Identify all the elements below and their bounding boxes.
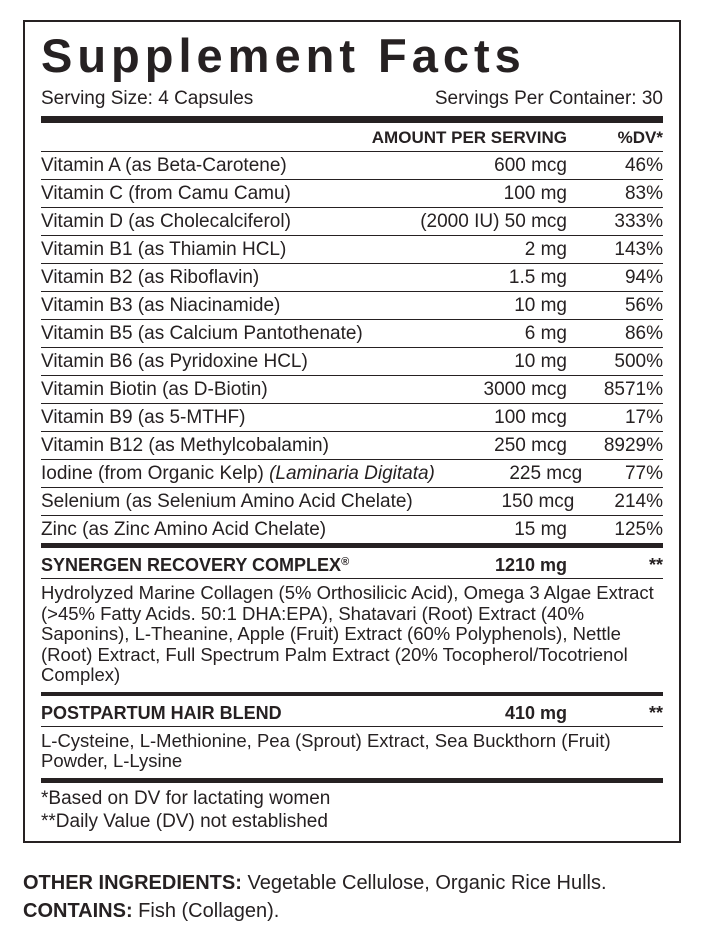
additional-info	[23, 869, 681, 925]
nutrient-name-latin: (Laminaria Digitata)	[269, 462, 435, 484]
nutrient-name	[41, 296, 392, 316]
nutrient-amount: 6 mg	[524, 322, 567, 344]
nutrient-row	[41, 376, 663, 404]
column-header-dv: %DV*	[617, 128, 663, 147]
nutrient-name	[41, 520, 392, 540]
nutrient-dv: 94%	[624, 266, 663, 288]
nutrient-name	[41, 352, 392, 372]
panel-title: Supplement Facts	[41, 29, 526, 82]
nutrient-dv: 143%	[614, 238, 663, 260]
nutrient-name-text: Vitamin D (as Cholecalciferol)	[41, 210, 291, 232]
nutrient-amount: 3000 mcg	[483, 378, 567, 400]
nutrient-dv: 125%	[614, 518, 663, 540]
blend-dv: **	[648, 702, 663, 723]
nutrient-name-text: Zinc (as Zinc Amino Acid Chelate)	[41, 518, 327, 540]
nutrient-name	[41, 268, 392, 288]
column-header-amount: AMOUNT PER SERVING	[371, 128, 567, 147]
nutrient-row	[41, 236, 663, 264]
nutrient-amount: 15 mg	[514, 518, 567, 540]
nutrient-amount: 1.5 mg	[508, 266, 567, 288]
nutrient-amount: 225 mcg	[509, 462, 583, 484]
nutrient-table	[41, 152, 663, 543]
blend-name-text: POSTPARTUM HAIR BLEND	[41, 702, 282, 723]
blend-name-text: SYNERGEN RECOVERY COMPLEX	[41, 555, 342, 575]
nutrient-name-text: Vitamin B12 (as Methylcobalamin)	[41, 434, 329, 456]
nutrient-dv: 333%	[614, 210, 663, 232]
blend-name	[41, 700, 392, 723]
nutrient-name-text: Selenium (as Selenium Amino Acid Chelate)	[41, 490, 413, 512]
nutrient-name	[41, 212, 392, 232]
serving-size: Serving Size: 4 Capsules	[41, 88, 254, 109]
nutrient-name-text: Vitamin B5 (as Calcium Pantothenate)	[41, 322, 363, 344]
nutrient-amount: 250 mcg	[494, 434, 567, 456]
nutrient-amount: 10 mg	[514, 294, 567, 316]
nutrient-row	[41, 152, 663, 180]
nutrient-amount: 600 mcg	[494, 154, 567, 176]
nutrient-name	[41, 184, 392, 204]
contains-value: Fish (Collagen).	[132, 899, 280, 922]
nutrient-amount: 10 mg	[514, 350, 567, 372]
nutrient-row	[41, 432, 663, 460]
nutrient-name	[41, 464, 435, 484]
nutrient-dv: 77%	[624, 462, 663, 484]
nutrient-dv: 46%	[624, 154, 663, 176]
nutrient-name-text: Vitamin C (from Camu Camu)	[41, 182, 291, 204]
nutrient-name-text: Vitamin B6 (as Pyridoxine HCL)	[41, 350, 308, 372]
other-ingredients-value: Vegetable Cellulose, Organic Rice Hulls.	[241, 871, 607, 894]
nutrient-name-text: Vitamin B1 (as Thiamin HCL)	[41, 238, 287, 260]
nutrient-name	[41, 380, 392, 400]
blend-description-synergen: Hydrolyzed Marine Collagen (5% Orthosilicic Acid), Omega 3 Algae Extract (>45% Fatty Acids. 50:1 DHA:EPA), Shatavari (Root) Extract (40% Saponins), L-Theanine, Apple (Fruit) Extract (60% Polyphenols), Nettle (Root) Extract, Full Spectrum Palm Extract (20% Tocopherol/Tocotrienol Complex)	[41, 582, 654, 685]
nutrient-dv: 83%	[624, 182, 663, 204]
nutrient-row	[41, 404, 663, 432]
nutrient-dv: 56%	[624, 294, 663, 316]
supplement-facts-panel	[23, 20, 681, 843]
nutrient-amount: 100 mg	[503, 182, 567, 204]
footnote-dv-not-established: **Daily Value (DV) not established	[41, 810, 328, 832]
nutrient-name-text: Vitamin A (as Beta-Carotene)	[41, 154, 287, 176]
nutrient-dv: 500%	[614, 350, 663, 372]
nutrient-dv: 86%	[624, 322, 663, 344]
blend-dv: **	[648, 555, 663, 575]
nutrient-name	[41, 156, 392, 176]
nutrient-row	[41, 488, 663, 516]
other-ingredients-line	[23, 869, 681, 897]
nutrient-row	[41, 264, 663, 292]
other-ingredients-label: OTHER INGREDIENTS:	[23, 871, 242, 894]
nutrient-dv: 17%	[624, 406, 663, 428]
blend-amount: 410 mg	[504, 702, 567, 723]
nutrient-amount: 2 mg	[524, 238, 567, 260]
nutrient-row	[41, 460, 663, 488]
nutrient-name-text: Vitamin Biotin (as D-Biotin)	[41, 378, 268, 400]
nutrient-name	[41, 492, 413, 512]
blend-description-postpartum: L-Cysteine, L-Methionine, Pea (Sprout) Extract, Sea Buckthorn (Fruit) Powder, L-Lysine	[41, 729, 611, 771]
nutrient-name-text: Vitamin B9 (as 5-MTHF)	[41, 406, 246, 428]
nutrient-row	[41, 348, 663, 376]
nutrient-dv: 8571%	[603, 378, 663, 400]
blend-header-postpartum	[41, 696, 663, 727]
nutrient-name	[41, 324, 392, 344]
nutrient-amount: 100 mcg	[494, 406, 567, 428]
blend-name	[41, 552, 392, 575]
contains-line	[23, 897, 681, 925]
nutrient-name-text: Iodine (from Organic Kelp)	[41, 462, 270, 484]
nutrient-name-text: Vitamin B2 (as Riboflavin)	[41, 266, 260, 288]
contains-label: CONTAINS:	[23, 899, 133, 922]
nutrient-name	[41, 240, 392, 260]
nutrient-row	[41, 292, 663, 320]
nutrient-row	[41, 320, 663, 348]
nutrient-amount: 150 mcg	[501, 490, 575, 512]
nutrient-name	[41, 408, 392, 428]
footnote-dv-basis: *Based on DV for lactating women	[41, 787, 331, 809]
footnotes	[41, 783, 663, 833]
nutrient-row	[41, 516, 663, 543]
nutrient-dv: 8929%	[603, 434, 663, 456]
blend-header-synergen	[41, 548, 663, 579]
servings-per-container: Servings Per Container: 30	[434, 88, 663, 109]
blend-amount: 1210 mg	[494, 555, 567, 575]
nutrient-row	[41, 180, 663, 208]
nutrient-dv: 214%	[614, 490, 663, 512]
thick-divider	[41, 116, 663, 123]
nutrient-row	[41, 208, 663, 236]
registered-trademark-symbol: ®	[341, 556, 350, 568]
nutrient-amount: (2000 IU) 50 mcg	[420, 210, 567, 232]
column-header-row	[41, 123, 663, 152]
serving-row	[41, 88, 663, 110]
nutrient-name	[41, 436, 392, 456]
nutrient-name-text: Vitamin B3 (as Niacinamide)	[41, 294, 281, 316]
